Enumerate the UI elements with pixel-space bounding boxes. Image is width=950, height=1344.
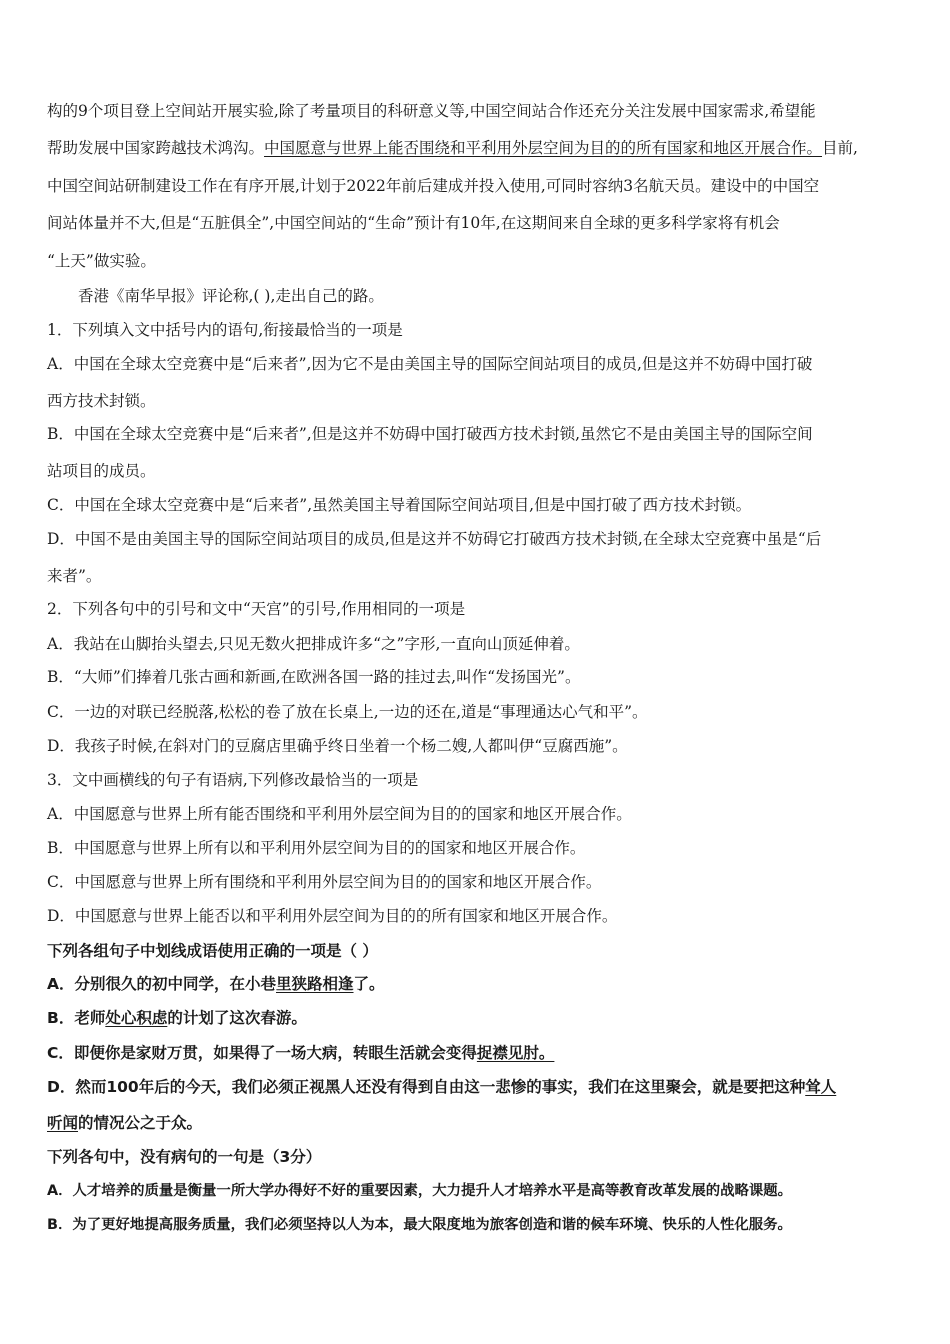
question-5-option-b: B．为了更好地提高服务质量，我们必须坚持以人为本，最大限度地为旅客创造和谐的候车环境、快乐的人性化服务。 [47,1217,792,1233]
question-4-stem: 下列各组句子中划线成语使用正确的一项是（ ） [47,942,378,960]
question-2-option-c: C．一边的对联已经脱落,松松的卷了放在长桌上,一边的还在,道是“事理通达心气和平”。 [47,703,648,721]
question-2-option-a: A．我站在山脚抬头望去,只见无数火把排成许多“之”字形,一直向山顶延伸着。 [47,635,580,653]
passage-line: 中国空间站研制建设工作在有序开展,计划于2022年前后建成并投入使用,可同时容纳3名航天员。建设中的中国空 [47,177,820,195]
question-3-option-b: B．中国愿意与世界上所有以和平利用外层空间为目的的国家和地区开展合作。 [47,839,586,857]
underlined-idiom: 听闻 [47,1114,79,1132]
question-3-option-a: A．中国愿意与世界上所有能否围绕和平利用外层空间为目的的国家和地区开展合作。 [47,805,632,823]
question-1-option-d-cont: 来者”。 [47,567,102,585]
question-3-option-c: C．中国愿意与世界上所有围绕和平利用外层空间为目的的国家和地区开展合作。 [47,873,602,891]
question-4-option-a: A．分别很久的初中同学，在小巷里狭路相逢了。 [47,975,385,993]
question-1-stem: 1．下列填入文中括号内的语句,衔接最恰当的一项是 [47,321,403,339]
question-1-option-b: B．中国在全球太空竞赛中是“后来者”,但是这并不妨碍中国打破西方技术封锁,虽然它不是由美国主导的国际空间 [47,425,813,443]
question-4-option-d: D．然而100年后的今天，我们必须正视黑人还没有得到自由这一悲惨的事实，我们在这里聚会，就是要把这种耸人 [47,1078,837,1096]
question-3-option-d: D．中国愿意与世界上能否以和平利用外层空间为目的的所有国家和地区开展合作。 [47,907,618,925]
question-1-option-b-cont: 站项目的成员。 [47,462,156,480]
question-1-option-a-cont: 西方技术封锁。 [47,392,156,410]
question-4-option-c: C．即便你是家财万贯，如果得了一场大病，转眼生活就会变得捉襟见肘。 [47,1044,555,1062]
passage-line: 香港《南华早报》评论称,( ),走出自己的路。 [78,287,384,305]
question-1-option-d: D．中国不是由美国主导的国际空间站项目的成员,但是这并不妨碍它打破西方技术封锁,在全球太空竞赛中虽是“后 [47,530,822,548]
question-4-option-d-cont: 听闻的情况公之于众。 [47,1114,203,1132]
passage-line: “上天”做实验。 [47,252,156,270]
passage-line: 构的9个项目登上空间站开展实验,除了考量项目的科研意义等,中国空间站合作还充分关注发展中国家需求,希望能 [47,102,816,120]
question-2-option-d: D．我孩子时候,在斜对门的豆腐店里确乎终日坐着一个杨二嫂,人都叫伊“豆腐西施”。 [47,737,628,755]
question-2-option-b: B．“大师”们捧着几张古画和新画,在欧洲各国一路的挂过去,叫作“发扬国光”。 [47,668,581,686]
question-3-stem: 3．文中画横线的句子有语病,下列修改最恰当的一项是 [47,771,419,789]
passage-line: 帮助发展中国家跨越技术鸿沟。中国愿意与世界上能否围绕和平利用外层空间为目的的所有国家和地区开展合作。目前, [47,139,858,157]
underlined-idiom: 捉襟见肘。 [476,1044,555,1062]
passage-line: 间站体量并不大,但是“五脏俱全”,中国空间站的“生命”预计有10年,在这期间来自全球的更多科学家将有机会 [47,214,780,232]
underlined-idiom: 处心积虑 [105,1009,168,1027]
question-5-stem: 下列各句中，没有病句的一句是（3分） [47,1148,322,1166]
question-2-stem: 2．下列各句中的引号和文中“天宫”的引号,作用相同的一项是 [47,600,466,618]
question-1-option-c: C．中国在全球太空竞赛中是“后来者”,虽然美国主导着国际空间站项目,但是中国打破了西方技术封锁。 [47,496,752,514]
underlined-idiom: 耸人 [805,1078,837,1096]
question-1-option-a: A．中国在全球太空竞赛中是“后来者”,因为它不是由美国主导的国际空间站项目的成员,但是这并不妨碍中国打破 [47,355,813,373]
underlined-sentence: 中国愿意与世界上能否围绕和平利用外层空间为目的的所有国家和地区开展合作。 [264,139,823,157]
underlined-idiom: 里狭路相逢 [276,975,354,993]
question-4-option-b: B．老师处心积虑的计划了这次春游。 [47,1009,307,1027]
question-5-option-a: A．人才培养的质量是衡量一所大学办得好不好的重要因素，大力提升人才培养水平是高等教育改革发展的战略课题。 [47,1183,793,1199]
